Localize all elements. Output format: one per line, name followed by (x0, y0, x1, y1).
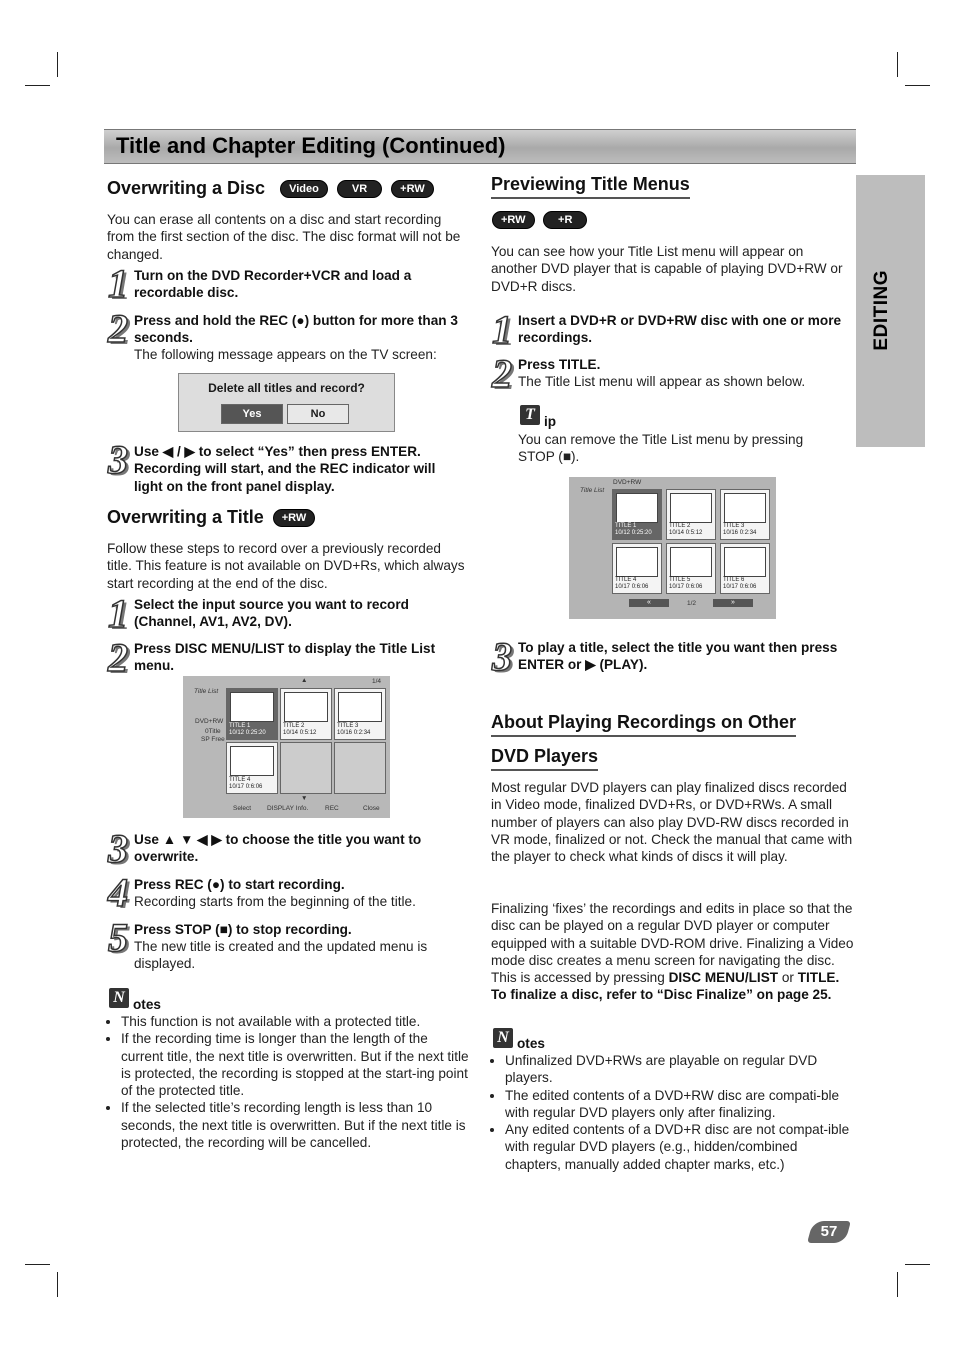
title-thumb-4[interactable] (226, 742, 278, 794)
badge-video: Video (280, 180, 328, 198)
title-thumb-5[interactable] (666, 543, 716, 594)
preview-step-2: Press TITLE. (518, 357, 601, 372)
thumbnail-image (284, 692, 328, 722)
page-header-banner (104, 129, 856, 164)
heading-text: Overwriting a Disc (107, 178, 266, 198)
page-indicator: 1/2 (687, 600, 697, 607)
thumbnail-image (724, 547, 766, 577)
thumb-caption: TITLE 2 10/14 0:5:12 (283, 723, 317, 736)
notes-list (107, 1013, 469, 1151)
notes-icon: N (109, 988, 129, 1008)
footer-info: DISPLAY Info. (267, 805, 309, 812)
notes-label: otes (517, 1036, 545, 1051)
note-item: • This function is not available with a protected title. (121, 1013, 469, 1030)
disc-info-2: SP Free (201, 736, 225, 743)
up-arrow-icon: ▲ (301, 677, 308, 684)
prev-page-button[interactable]: « (629, 599, 669, 607)
preview-step-3: To play a title, select the title you want then press ENTER or ▶ (PLAY). (518, 640, 838, 673)
step-number-3: 3 (108, 437, 128, 482)
crop-mark (897, 1272, 898, 1297)
disc-info-1: 0Title (205, 728, 221, 735)
badge-plusrw: +RW (391, 180, 434, 198)
crop-mark (905, 85, 930, 86)
footer-select: Select (233, 805, 252, 812)
thumb-caption: TITLE 4 10/17 0:6:06 (615, 577, 649, 590)
title-thumb-3[interactable] (720, 489, 770, 540)
thumbnail-image (338, 692, 382, 722)
thumb-caption: TITLE 3 10/16 0:2:34 (723, 523, 757, 536)
preview-step-1: Insert a DVD+R or DVD+RW disc with one or more recordings. (518, 313, 842, 346)
heading-text: Overwriting a Title (107, 507, 264, 527)
title-step-4-desc: Recording starts from the beginning of the title. (134, 894, 416, 909)
title-thumb-3[interactable] (334, 688, 386, 740)
title-thumb-4[interactable] (612, 543, 662, 594)
previewing-heading: Previewing Title Menus (491, 174, 690, 199)
note-item: • Unfinalized DVD+RWs are playable on regular DVD players. (505, 1052, 857, 1087)
note-item: • If the selected title’s recording length is less than 10 seconds, the next title is overwritten. But if the next title is protected, the recording will be cancelled. (121, 1099, 469, 1151)
step-number-1: 1 (492, 307, 512, 352)
thumbnail-image (230, 746, 274, 776)
step-number-3: 3 (492, 634, 512, 679)
title-step-5: Press STOP (■) to stop recording. (134, 922, 352, 937)
overwriting-disc-heading (107, 178, 434, 199)
thumbnail-image (670, 547, 712, 577)
disc-step-2: Press and hold the REC (●) button for more than 3 seconds. (134, 313, 458, 346)
crop-mark (905, 1264, 930, 1265)
crop-mark (57, 1272, 58, 1297)
page-number: 57 (820, 1223, 838, 1240)
title-step-4: Press REC (●) to start recording. (134, 877, 345, 892)
tip-icon: T (520, 405, 540, 425)
thumb-caption: TITLE 6 10/17 0:6:06 (723, 577, 757, 590)
tip-text: You can remove the Title List menu by pressing STOP (■). (518, 432, 804, 465)
page-indicator: 1/4 (372, 678, 382, 685)
crop-mark (57, 52, 58, 77)
thumbnail-image (230, 692, 274, 722)
thumb-caption: TITLE 4 10/17 0:6:06 (229, 777, 263, 790)
no-button[interactable]: No (287, 404, 349, 424)
page-title: Title and Chapter Editing (Continued) (116, 133, 506, 158)
footer-rec: REC (325, 805, 339, 812)
preview-step-2-desc: The Title List menu will appear as shown below. (518, 374, 806, 389)
step-number-5: 5 (108, 915, 128, 960)
thumbnail-image (670, 493, 712, 523)
empty-slot (334, 742, 386, 794)
footer-close: Close (363, 805, 380, 812)
about-heading-line-2: DVD Players (491, 746, 598, 771)
step-number-2: 2 (492, 351, 512, 396)
disc-type: DVD+RW (195, 718, 224, 725)
empty-slot (280, 742, 332, 794)
title-thumb-6[interactable] (720, 543, 770, 594)
dialog-question: Delete all titles and record? (208, 381, 365, 395)
step-number-3: 3 (108, 826, 128, 871)
title-thumb-2[interactable] (666, 489, 716, 540)
badge-vr: VR (337, 180, 382, 198)
disc-type: DVD+RW (613, 479, 642, 486)
about-para-2: Finalizing ‘fixes’ the recordings and edits in place so that the disc can be played on a regular DVD player or computer equipped with a suitable DVD-ROM drive. Finalizing a Video mode disc creates a menu screen for navigating the disc. This is accessed by pressing DISC MENU/LIST or TITLE. To finalize a disc, refer to “Disc Finalize” on page 25. (491, 901, 854, 1003)
notes-list (491, 1052, 857, 1173)
title-step-3: Use ▲ ▼ ◀ ▶ to choose the title you want to overwrite. (134, 832, 422, 865)
title-step-2: Press DISC MENU/LIST to display the Title List menu. (134, 641, 436, 674)
step-number-4: 4 (108, 870, 128, 915)
screen-label: Title List (580, 487, 605, 494)
step-number-1: 1 (108, 261, 128, 306)
title-list-screen (183, 676, 390, 818)
previewing-badges (488, 211, 587, 229)
notes-label: otes (133, 997, 161, 1012)
disc-step-2-desc: The following message appears on the TV screen: (134, 347, 437, 362)
note-item: • If the recording time is longer than the length of the current title, the next title is overwritten. But if the next title is protected, the recording is stopped at the start-ing point of the protected title. (121, 1030, 469, 1099)
thumb-caption: TITLE 5 10/17 0:6:06 (669, 577, 703, 590)
down-arrow-icon: ▼ (301, 795, 308, 802)
screen-label: Title List (194, 688, 219, 695)
next-page-button[interactable]: » (713, 599, 753, 607)
crop-mark (25, 1264, 50, 1265)
previewing-intro: You can see how your Title List menu will appear on another DVD player that is capable of playing DVD+RW or DVD+R discs. (491, 244, 843, 294)
page-number-badge (807, 1221, 851, 1243)
note-item: • Any edited contents of a DVD+R disc are not compat-ible with regular DVD players (e.g., hidden/combined chapters, manually added chapter marks, etc.) (505, 1121, 857, 1173)
title-list-preview-screen (569, 477, 776, 619)
thumbnail-image (616, 493, 658, 523)
disc-step-3: Use ◀ / ▶ to select “Yes” then press ENTER. Recording will start, and the REC indicator will light on the front panel display. (134, 444, 436, 494)
title-thumb-1[interactable] (612, 489, 662, 540)
about-heading-line-1: About Playing Recordings on Other (491, 712, 796, 737)
title-step-1: Select the input source you want to record (Channel, AV1, AV2, DV). (134, 597, 409, 630)
section-side-tab (856, 175, 925, 447)
overwriting-title-heading (107, 507, 315, 528)
thumb-caption: TITLE 2 10/14 0:5:12 (669, 523, 703, 536)
step-number-2: 2 (108, 635, 128, 680)
side-tab-label: EDITING (871, 270, 892, 351)
badge-plusrw: +RW (273, 509, 316, 527)
yes-button[interactable]: Yes (221, 404, 283, 424)
about-para-1: Most regular DVD players can play finalized discs recorded in Video mode, finalized DVD+Rs, or DVD+RWs. A small number of players can also play DVD-RW discs recorded in VR mode, finalized or not. Check the manual that came with the player to check what kinds of discs it will play. (491, 780, 853, 865)
overwriting-title-intro: Follow these steps to record over a previously recorded title. This feature is not available on DVD+Rs, which always start recording at the end of the disc. (107, 541, 465, 591)
step-number-1: 1 (108, 591, 128, 636)
thumb-caption: TITLE 3 10/16 0:2:34 (337, 723, 371, 736)
about-heading (491, 712, 796, 771)
delete-dialog (178, 373, 395, 432)
step-number-2: 2 (108, 306, 128, 351)
thumbnail-image (616, 547, 658, 577)
title-step-5-desc: The new title is created and the updated menu is displayed. (134, 939, 428, 972)
thumb-caption: TITLE 1 10/12 0:25:20 (229, 723, 266, 736)
disc-step-1: Turn on the DVD Recorder+VCR and load a recordable disc. (134, 268, 412, 301)
note-item: • The edited contents of a DVD+RW disc are compati-ble with regular DVD players only after finalizing. (505, 1087, 857, 1122)
badge-plusr: +R (543, 211, 587, 229)
title-thumb-1[interactable] (226, 688, 278, 740)
title-thumb-2[interactable] (280, 688, 332, 740)
thumbnail-image (724, 493, 766, 523)
overwriting-disc-intro: You can erase all contents on a disc and start recording from the first section of the disc. The disc format will not be changed. (107, 212, 461, 262)
notes-icon: N (493, 1028, 513, 1048)
tip-label: ip (544, 414, 557, 429)
crop-mark (25, 85, 50, 86)
badge-plusrw: +RW (492, 211, 535, 229)
thumb-caption: TITLE 1 10/12 0:25:20 (615, 523, 652, 536)
crop-mark (897, 52, 898, 77)
